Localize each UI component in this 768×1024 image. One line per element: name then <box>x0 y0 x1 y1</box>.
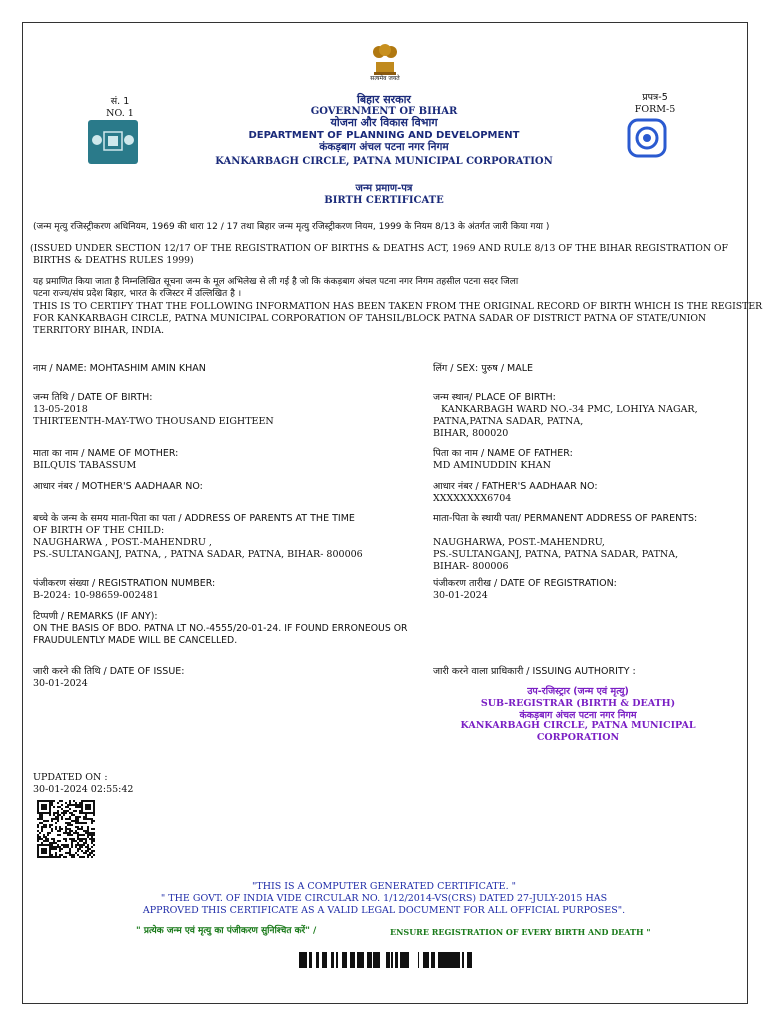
addr-birth-2: PS.-SULTANGANJ, PATNA, , PATNA SADAR, PATNA, BIHAR- 800006 <box>33 549 363 560</box>
addr-perm-1: NAUGHARWA, POST.-MAHENDRU, <box>433 537 605 548</box>
certify-en-2: FOR KANKARBAGH CIRCLE, PATNA MUNICIPAL CORPORATION OF TAHSIL/BLOCK PATNA SADAR OF DISTRICT PATNA OF STATE/UNION <box>33 313 707 324</box>
pob-1: KANKARBAGH WARD NO.-34 PMC, LOHIYA NAGAR, <box>441 404 698 415</box>
addr-perm-3: BIHAR- 800006 <box>433 561 509 572</box>
authority-en-3: CORPORATION <box>536 732 620 743</box>
authority-hi-1: उप-रजिस्ट्रार (जन्म एवं मृत्यु) <box>527 686 629 697</box>
qr-code-icon <box>37 800 95 858</box>
mother-value: BILQUIS TABASSUM <box>33 460 137 471</box>
addr-birth-1: NAUGHARWA , POST.-MAHENDRU , <box>33 537 212 548</box>
issued-hi: (जन्म मृत्यु रजिस्ट्रीकरण अधिनियम, 1969 की धारा 12 / 17 तथा बिहार जन्म मृत्यु रजिस्ट्रीकरण नियम, 1999 के नियम 8/13 के अंतर्गत जारी किया गया ) <box>33 222 550 232</box>
emblem-motto: सत्यमेव जयते <box>370 75 400 82</box>
remarks-1: ON THE BASIS OF BDO. PATNA LT NO.-4555/20-01-24. IF FOUND ERRONEOUS OR <box>33 623 408 634</box>
pob-2: PATNA,PATNA SADAR, PATNA, <box>433 416 584 427</box>
sex-field: लिंग / SEX: पुरुष / MALE <box>433 363 534 374</box>
footer-line-2: " THE GOVT. OF INDIA VIDE CIRCULAR NO. 1/12/2014-VS(CRS) DATED 27-JULY-2015 HAS <box>160 893 608 904</box>
issued-en-2: BIRTHS & DEATHS RULES 1999) <box>33 255 194 266</box>
addr-birth-label-1: बच्चे के जन्म के समय माता-पिता का पता / ADDRESS OF PARENTS AT THE TIME <box>33 513 355 524</box>
cert-title-hi: जन्म प्रमाण-पत्र <box>355 183 413 194</box>
form-en: FORM-5 <box>634 104 676 115</box>
certify-hi-2: पटना राज्य/संघ प्रदेश बिहार, भारत के रजिस्टर में उल्लिखित है । <box>33 289 242 299</box>
barcode-icon <box>293 952 475 968</box>
dept-en: DEPARTMENT OF PLANNING AND DEVELOPMENT <box>248 130 520 141</box>
circle-hi: कंकड़बाग अंचल पटना नगर निगम <box>319 141 449 153</box>
gov-en: GOVERNMENT OF BIHAR <box>310 106 458 117</box>
certify-hi-1: यह प्रमाणित किया जाता है निम्नलिखित सूचना जन्म के मूल अभिलेख से ली गई है जो कि कंकड़बाग अंचल पटना नगर निगम तहसील पटना सदर जिला <box>33 277 519 287</box>
bihar-logo-icon <box>88 120 138 164</box>
regno-value: B-2024: 10-98659-002481 <box>33 590 159 601</box>
father-value: MD AMINUDDIN KHAN <box>433 460 551 471</box>
cert-no-en: NO. 1 <box>106 108 134 119</box>
remarks-label: टिप्पणी / REMARKS (IF ANY): <box>33 611 158 622</box>
updated-value: 30-01-2024 02:55:42 <box>33 784 134 795</box>
regdate-value: 30-01-2024 <box>433 590 488 601</box>
mother-aadhaar-label: आधार नंबर / MOTHER'S AADHAAR NO: <box>33 481 203 492</box>
dept-hi: योजना और विकास विभाग <box>330 116 438 129</box>
dob-value: 13-05-2018 <box>33 404 88 415</box>
certify-en-3: TERRITORY BIHAR, INDIA. <box>33 325 165 336</box>
regdate-label: पंजीकरण तारीख / DATE OF REGISTRATION: <box>433 578 617 589</box>
issue-label: जारी करने की तिथि / DATE OF ISSUE: <box>33 666 185 677</box>
remarks-2: FRAUDULENTLY MADE WILL BE CANCELLED. <box>33 635 238 646</box>
crs-logo-icon <box>627 118 667 158</box>
name-field: नाम / NAME: MOHTASHIM AMIN KHAN <box>33 363 206 374</box>
father-label: पिता का नाम / NAME OF FATHER: <box>433 448 573 459</box>
cert-no-hi: सं. 1 <box>110 96 130 107</box>
slogan-hi: " प्रत्येक जन्म एवं मृत्यु का पंजीकरण सुनिश्चित करें" / <box>136 926 317 936</box>
authority-en-1: SUB-REGISTRAR (BIRTH & DEATH) <box>480 698 676 709</box>
regno-label: पंजीकरण संख्या / REGISTRATION NUMBER: <box>33 578 216 589</box>
pob-label: जन्म स्थान/ PLACE OF BIRTH: <box>433 392 556 403</box>
dob-words: THIRTEENTH-MAY-TWO THOUSAND EIGHTEEN <box>33 416 274 427</box>
authority-hi-2: कंकड़बाग अंचल पटना नगर निगम <box>519 710 637 721</box>
footer-line-3: APPROVED THIS CERTIFICATE AS A VALID LEGAL DOCUMENT FOR ALL OFFICIAL PURPOSES". <box>142 905 626 916</box>
gov-hi: बिहार सरकार <box>357 93 411 106</box>
dob-label: जन्म तिथि / DATE OF BIRTH: <box>33 392 153 403</box>
form-hi: प्रपत्र-5 <box>642 92 668 103</box>
updated-label: UPDATED ON : <box>33 772 108 783</box>
issue-date: 30-01-2024 <box>33 678 88 689</box>
pob-3: BIHAR, 800020 <box>433 428 509 439</box>
circle-en: KANKARBAGH CIRCLE, PATNA MUNICIPAL CORPORATION <box>215 156 553 167</box>
slogan-en: ENSURE REGISTRATION OF EVERY BIRTH AND DEATH " <box>390 927 651 937</box>
father-aadhaar-label: आधार नंबर / FATHER'S AADHAAR NO: <box>433 481 598 492</box>
footer-line-1: "THIS IS A COMPUTER GENERATED CERTIFICATE. " <box>252 881 516 892</box>
mother-label: माता का नाम / NAME OF MOTHER: <box>33 448 179 459</box>
authority-en-2: KANKARBAGH CIRCLE, PATNA MUNICIPAL <box>460 720 696 731</box>
addr-perm-label: माता-पिता के स्थायी पता/ PERMANENT ADDRESS OF PARENTS: <box>433 513 698 524</box>
cert-title-en: BIRTH CERTIFICATE <box>324 195 444 206</box>
addr-perm-2: PS.-SULTANGANJ, PATNA, PATNA SADAR, PATNA, <box>433 549 679 560</box>
authority-label: जारी करने वाला प्राधिकारी / ISSUING AUTHORITY : <box>433 666 636 677</box>
certify-en-1: THIS IS TO CERTIFY THAT THE FOLLOWING INFORMATION HAS BEEN TAKEN FROM THE ORIGINAL RECORD OF BIRTH WHICH IS THE REGISTER <box>33 301 763 312</box>
issued-en-1: (ISSUED UNDER SECTION 12/17 OF THE REGISTRATION OF BIRTHS & DEATHS ACT, 1969 AND RULE 8/13 OF THE BIHAR REGISTRATION OF <box>30 243 729 254</box>
father-aadhaar-value: XXXXXXXX6704 <box>433 493 512 504</box>
addr-birth-label-2: OF BIRTH OF THE CHILD: <box>33 525 165 536</box>
